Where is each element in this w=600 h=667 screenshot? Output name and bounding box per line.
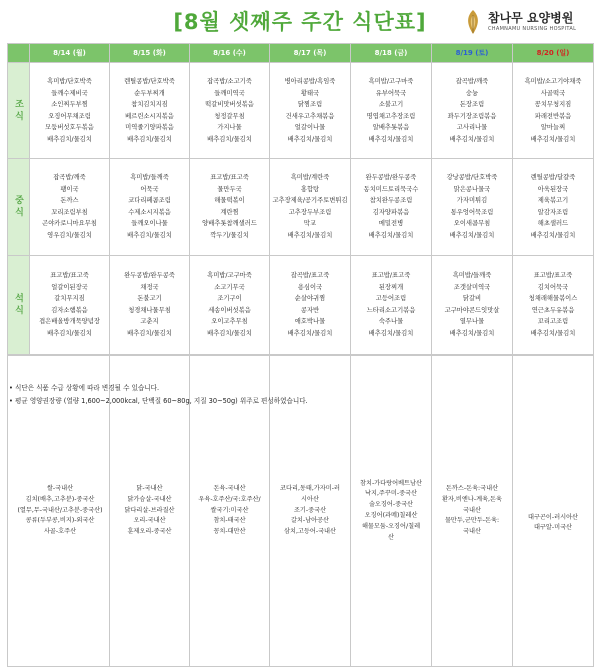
menu-item: 표고밥/표고죽	[533, 272, 573, 280]
menu-item: 열무나물	[459, 318, 485, 326]
menu-cell	[351, 159, 432, 255]
menu-item: 베르린소시지볶음	[125, 112, 174, 120]
menu-item: 갈치무지짐	[54, 295, 85, 303]
menu-item: 아욱된장국	[537, 185, 569, 193]
menu-item: 잡곡밥/표고죽	[290, 272, 330, 280]
menu-item: 김치어묵국	[537, 283, 569, 291]
menu-item: 숭늉	[465, 89, 479, 97]
menu-item: 배추김치/물김치	[127, 135, 172, 143]
menu-item: 참치완두콩조림	[369, 197, 413, 205]
origin-line: 물만두,군만두-돈육:	[444, 517, 500, 525]
menu-item: 꽈두기장조림볶음	[447, 112, 497, 120]
origin-line: 꽁치-대만산	[213, 528, 246, 536]
notes	[9, 382, 308, 408]
day-header: 8/18 (금)	[351, 44, 432, 63]
origin-line: 닭가슴살-국내산	[127, 495, 172, 503]
menu-item: 깍두기/물김치	[210, 231, 249, 239]
menu-item: 곤야카로니마요무침	[42, 220, 97, 228]
menu-item: 고구마야콘드잇맛살	[444, 306, 500, 314]
origin-line: 돈육-국내산	[213, 485, 246, 492]
menu-item: 소고기무국	[214, 283, 245, 291]
menu-item: 메밀전병	[378, 220, 404, 228]
menu-item: 떡갈비맛버섯볶음	[205, 101, 254, 108]
menu-item: 청정갈무침	[214, 112, 245, 120]
menu-item: 막교	[303, 220, 317, 228]
origin-line: 삼치,고등어-국내산	[283, 528, 337, 536]
menu-item: 닭갈비	[462, 295, 482, 303]
origin-line: 오리-국내산	[133, 517, 166, 525]
meal-row-dinner	[8, 255, 594, 355]
day-header: 8/17 (목)	[270, 44, 351, 63]
origin-line: 돈까스-돈육:국내산	[445, 485, 499, 492]
menu-cell	[270, 62, 351, 158]
origin-line: 사골-호주산	[43, 528, 77, 536]
origin-line: 쌀국기:미국산	[210, 506, 249, 514]
menu-item: 배추김치/물김치	[287, 135, 333, 143]
menu-item: 팽이국	[60, 185, 79, 193]
menu-item: 고추장제육/공기주토변튀김	[272, 197, 348, 205]
meal-row-lunch	[8, 159, 594, 255]
menu-item: 완두콩밥/완두콩죽	[365, 174, 417, 182]
menu-item: 닭찜조림	[297, 101, 323, 108]
menu-item: 고추장두부조림	[288, 208, 332, 216]
origin-line: 시아산	[301, 495, 319, 503]
menu-item: 수제소시지볶음	[128, 208, 171, 216]
day-header: 8/20 (일)	[513, 44, 594, 63]
menu-item: 소인찌두부찜	[51, 101, 88, 108]
origin-line: 참치-태국산	[213, 517, 246, 525]
menu-item: 배추김치/물김치	[449, 135, 495, 143]
menu-cell	[351, 255, 432, 355]
menu-item: 잡곡밥/깨죽	[455, 78, 489, 85]
origin-line: 조기-중국산	[293, 506, 327, 514]
menu-item: 돈불고기	[137, 295, 162, 303]
menu-cell	[190, 62, 270, 158]
menu-item: 표고밥/표고죽	[210, 174, 249, 182]
menu-item: 파래전반볶음	[534, 112, 572, 120]
menu-item: 동치미드토리묵국수	[363, 185, 419, 193]
menu-item: 청경채나물무침	[128, 306, 171, 314]
menu-item: 애호박나물	[294, 318, 326, 326]
leaf-logo-icon	[462, 9, 484, 35]
meal-label: 중식	[8, 159, 30, 255]
day-header: 8/15 (화)	[110, 44, 190, 63]
menu-item: 꼬리고조림	[537, 318, 569, 326]
menu-item: 배추김치/물김치	[368, 135, 414, 143]
menu-item: 배추김치/물김치	[368, 231, 414, 239]
menu-item: 고등어조림	[375, 295, 407, 303]
menu-item: 사골떡국	[540, 89, 566, 97]
menu-cell	[513, 62, 594, 158]
origin-line: 쌀-국내산	[46, 485, 74, 492]
menu-item: 병아리콩밥/흑임죽	[284, 78, 336, 85]
menu-item: 양배추톳참깨샐러드	[202, 220, 257, 228]
origin-line: 닭다리살-브라질산	[124, 506, 175, 514]
origin-cell	[432, 356, 513, 667]
origin-line: 대구곤이-러시아산	[527, 513, 579, 521]
menu-item: 통우엉어묵조림	[450, 208, 494, 216]
day-header-row	[8, 44, 594, 63]
menu-cell	[110, 62, 190, 158]
menu-cell	[513, 255, 594, 355]
origin-line: 환자,비엔나-계육,돈육	[442, 495, 502, 503]
menu-item: 배추김치/물김치	[530, 231, 576, 239]
menu-item: 오이새콤무침	[453, 220, 491, 228]
menu-item: 물만두국	[217, 185, 242, 193]
origin-line: 코다리,동태,가자미-러	[280, 485, 340, 492]
menu-item: 겹은배올방개묵양념장	[39, 318, 100, 326]
menu-item: 연근초두유볶음	[531, 306, 575, 314]
menu-cell	[432, 255, 513, 355]
meal-label: 석식	[8, 255, 30, 355]
menu-item: 배추김치/물김치	[449, 231, 495, 239]
menu-item: 용심이국	[297, 283, 323, 291]
menu-item: 숙주나물	[378, 318, 404, 326]
menu-item: 얼갈이된장국	[51, 283, 88, 291]
menu-item: 고사리나물	[456, 124, 488, 131]
menu-item: 채정국	[140, 283, 159, 291]
menu-item: 김자소햄볶음	[51, 306, 88, 314]
menu-cell	[190, 159, 270, 255]
menu-item: 강낭콩밥/단호박죽	[446, 174, 498, 182]
menu-item: 세송이버섯볶음	[208, 306, 251, 314]
menu-cell	[190, 255, 270, 355]
menu-item: 배추김치/물김치	[530, 135, 576, 143]
menu-item: 들깨미역국	[214, 89, 245, 97]
menu-item: 오징어무채조림	[48, 112, 91, 120]
menu-item: 렌틸콩밥/단호박죽	[124, 78, 175, 85]
menu-item: 가지나물	[217, 124, 242, 131]
meal-label: 조식	[8, 62, 30, 158]
menu-item: 어묵국	[140, 185, 159, 193]
menu-item: 오이고추무침	[211, 318, 248, 326]
menu-item: 김자양파볶음	[372, 208, 410, 216]
day-header: 8/16 (수)	[190, 44, 270, 63]
menu-item: 알배추톳볶음	[372, 124, 410, 131]
menu-item: 배추김치/물김치	[530, 329, 576, 337]
menu-item: 표고밥/표고죽	[50, 272, 89, 280]
menu-item: 순두부찌개	[134, 89, 165, 97]
menu-item: 표고밥/표고죽	[371, 272, 411, 280]
menu-item: 들깨수제비국	[51, 89, 88, 97]
menu-item: 흑미밥/소고기야채죽	[524, 78, 582, 85]
menu-item: 배추김치/물김치	[207, 329, 252, 337]
menu-item: 렌틸콩밥/달걀죽	[530, 174, 576, 182]
menu-item: 흑미밥/고구마죽	[368, 78, 414, 85]
menu-item: 배추김치/물김치	[127, 329, 172, 337]
origin-line: 술오징어-중국산	[368, 501, 414, 509]
origin-line	[513, 502, 593, 513]
menu-item: 배추김치/물김치	[287, 329, 333, 337]
origin-line: 우육-호주산/국:호주산/	[198, 495, 261, 503]
menu-item: 순살야귀찜	[294, 295, 326, 303]
menu-item: 소불고기	[378, 101, 404, 108]
menu-item: 해초샐러드	[537, 220, 569, 228]
menu-item: 코다리페콤조림	[128, 197, 171, 205]
weekly-menu-table	[7, 43, 594, 355]
logo-subtitle: CHAMNAMU NURSING HOSPITAL	[488, 26, 577, 32]
menu-item: 가자미튀김	[456, 197, 488, 205]
menu-item: 유부어묵국	[375, 89, 407, 97]
menu-item: 청채래해물볶이스	[528, 295, 578, 303]
menu-item: 배추김치/물김치	[287, 231, 333, 239]
origin-line: 대구알-미국산	[533, 524, 573, 532]
origin-line: 콩류(두부콩,비지)-외국산	[25, 517, 95, 525]
menu-cell	[110, 159, 190, 255]
menu-item: 알마늘찌	[540, 124, 566, 131]
origin-line: 오징어(과메)칠레산	[364, 512, 418, 519]
menu-item: 맑은콩나물국	[453, 185, 491, 193]
logo-name: 참나무 요양병원	[488, 11, 574, 25]
hospital-logo	[462, 8, 590, 38]
menu-cell	[30, 255, 110, 355]
origin-cell	[351, 356, 432, 667]
menu-item: 얼갈이나물	[294, 124, 326, 131]
menu-item: 배추김치/물김치	[368, 329, 414, 337]
menu-item: 조갯살미역국	[453, 283, 491, 291]
menu-item: 홍합탕	[300, 185, 320, 193]
day-header: 8/14 (월)	[30, 44, 110, 63]
origin-line: (열무,무-국내산/고추분-중국산)	[17, 506, 103, 514]
day-header: 8/19 (토)	[432, 44, 513, 63]
menu-item: 배추김치/물김치	[47, 135, 92, 143]
menu-cell	[432, 159, 513, 255]
menu-item: 배추김치/물김치	[449, 329, 495, 337]
menu-item: 미역줄기양파볶음	[125, 124, 174, 131]
menu-item: 들깨오이나물	[131, 220, 168, 228]
menu-item: 영우김치/물김치	[47, 231, 92, 239]
menu-item: 배추김치/물김치	[47, 329, 92, 337]
menu-item: 완두콩밥/완두콩죽	[124, 272, 175, 280]
menu-cell	[270, 255, 351, 355]
origin-line: 낙지,주꾸미-중국산	[364, 490, 418, 498]
menu-item: 황태국	[300, 89, 320, 97]
menu-item: 꼬리조림부침	[51, 208, 88, 216]
menu-item: 참치김치지짐	[131, 101, 168, 108]
origin-line: 해물모둠-오징어/칠레	[361, 522, 421, 530]
menu-item: 흑미밥/고구마죽	[207, 272, 252, 280]
menu-cell	[110, 255, 190, 355]
origin-line: 훈제오리-중국산	[127, 528, 172, 536]
menu-item: 알감자조림	[537, 208, 569, 216]
menu-item: 콩자반	[300, 306, 320, 314]
menu-cell	[30, 62, 110, 158]
menu-cell	[30, 159, 110, 255]
menu-item: 배추김치/물김치	[207, 135, 252, 143]
origin-line: 갈치-남아공산	[290, 517, 330, 525]
origin-line: 국내산	[463, 528, 481, 536]
menu-item: 흑미밥/단호박죽	[47, 78, 92, 85]
menu-item: 돈장조림	[459, 101, 485, 108]
menu-item: 계란찜	[220, 208, 239, 216]
menu-cell	[351, 62, 432, 158]
menu-item: 느타리소고기볶음	[366, 306, 416, 314]
menu-item: 잡곡밥/소고기죽	[207, 78, 252, 85]
menu-item: 잡곡밥/깨죽	[53, 174, 86, 182]
note-line: • 식단은 식품 수급 상황에 따라 변경될 수 있습니다.	[9, 384, 160, 392]
origin-line: 김치(배추,고추분)-중국산	[25, 495, 95, 503]
menu-item: 제육볶고기	[537, 197, 569, 205]
page-title: [8월 셋째주 주간 식단표]	[173, 10, 427, 34]
menu-item: 돈까스	[60, 197, 79, 205]
origin-line: 국내산	[463, 506, 481, 514]
menu-item: 흑미밥/들깨죽	[130, 174, 169, 182]
note-line: • 평균 영양권장량 (열량 1,600~2,000kcal, 단백질 60~80g, 지질 30~50g) 위주로 편성하였습니다.	[9, 397, 308, 405]
origin-line: 산	[388, 533, 394, 541]
menu-item: 조기구이	[217, 295, 242, 303]
menu-item: 흑미밥/들깨죽	[452, 272, 492, 280]
menu-item: 명엽채고추장조림	[366, 112, 416, 120]
meal-row-breakfast	[8, 62, 594, 158]
menu-item: 배추김치/물김치	[127, 231, 172, 239]
origin-cell	[513, 356, 594, 667]
menu-item: 고춘지	[140, 318, 159, 326]
menu-item: 해물떡볶이	[214, 197, 245, 205]
menu-cell	[270, 159, 351, 255]
menu-item: 꽁치무청지짐	[534, 101, 572, 108]
menu-item: 된장찌개	[378, 283, 404, 291]
menu-item: 건새우고추채볶음	[285, 112, 335, 120]
menu-cell	[513, 159, 594, 255]
origin-line: 닭-국내산	[136, 485, 163, 492]
menu-item: 흑미밥/계란죽	[290, 174, 330, 182]
origin-line: 참치-가다랑어베트남산	[359, 479, 422, 487]
menu-item: 모둠버섯호두볶음	[45, 124, 94, 131]
menu-cell	[432, 62, 513, 158]
header-corner	[8, 44, 30, 63]
